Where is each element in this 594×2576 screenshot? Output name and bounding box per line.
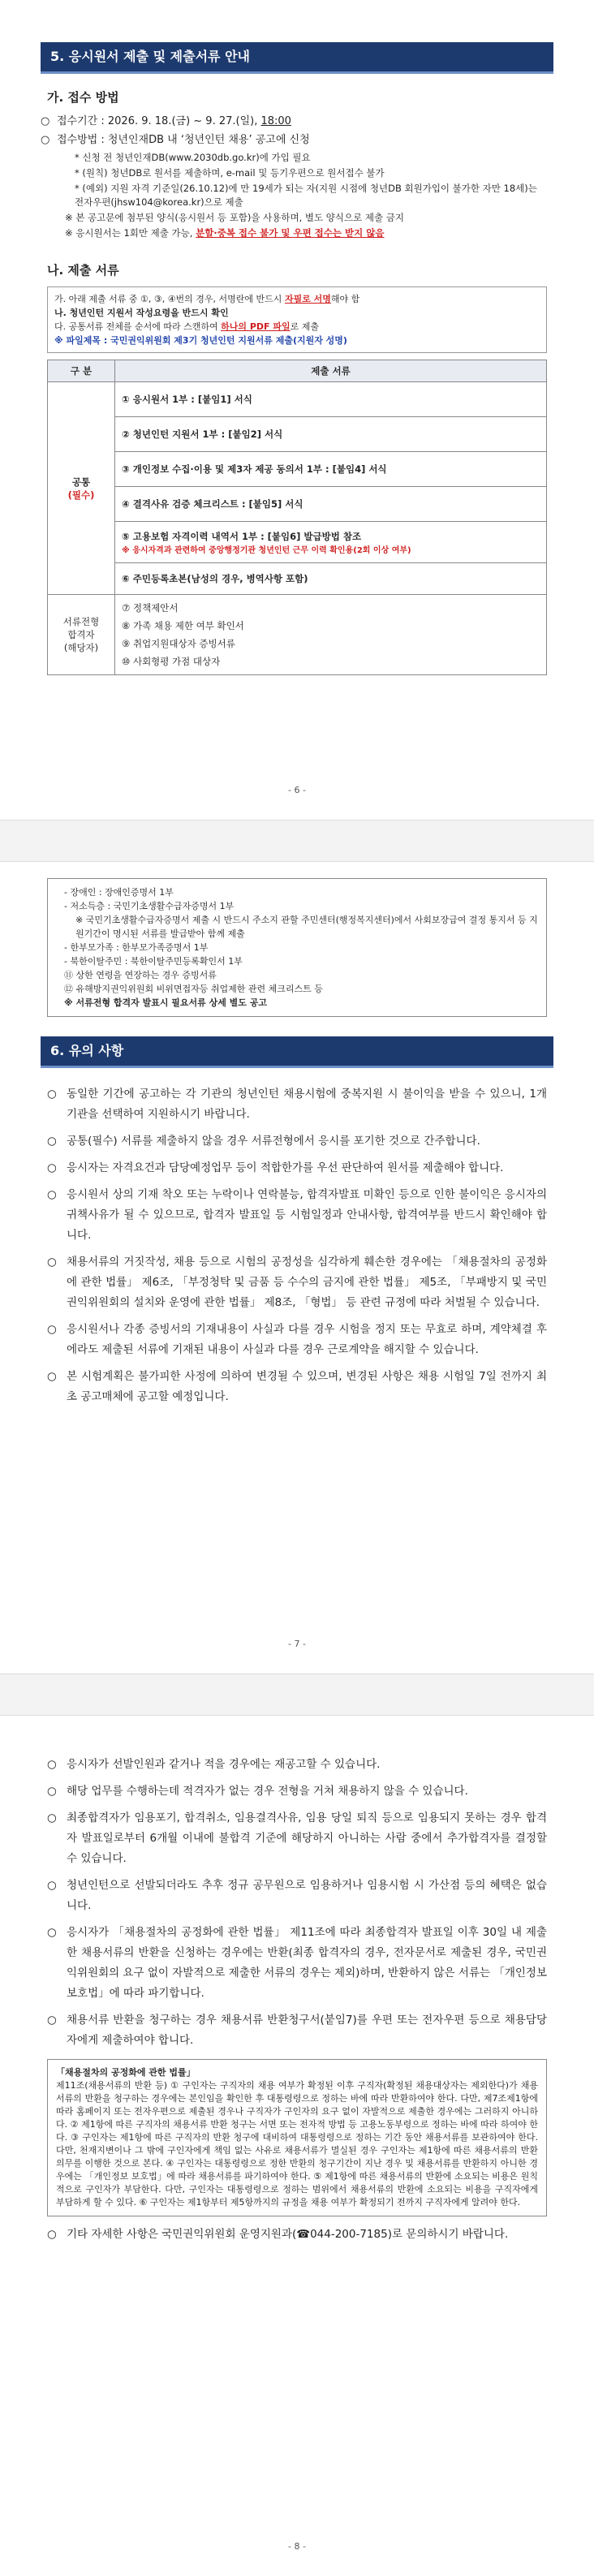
doc-item: ② 청년인턴 지원서 1부 : [붙임2] 서식: [115, 417, 547, 452]
page-7: [0, 862, 594, 1674]
page-gap: [0, 1674, 594, 1716]
sub-note: * (예외) 지원 자격 기준일(26.10.12)에 만 19세가 되는 자(지원 시점에 청년DB 회원가입이 불가한 자만 18세)는 전자우편(jhsw104@korea.kr)으로 제출: [75, 183, 537, 208]
notice-paragraph: ○ 해당 업무를 수행하는데 적격자가 없는 경우 전형을 거쳐 채용하지 않을 수 있습니다.: [67, 1781, 547, 1802]
category-common: 공통 (필수): [48, 382, 115, 595]
notice-paragraph: ○ 청년인턴으로 선발되더라도 추후 정규 공무원으로 임용하거나 임용시험 시 가산점 등의 혜택은 없습니다.: [67, 1876, 547, 1916]
doc-item: ⑥ 주민등록초본(남성의 경우, 병역사항 포함): [115, 563, 547, 595]
page-number: - 6 -: [288, 785, 306, 795]
notice-paragraph: ○ 응시자가 선발인원과 같거나 적을 경우에는 재공고할 수 있습니다.: [67, 1755, 547, 1775]
doc-item: ⑤ 고용보험 자격이력 내역서 1부 : [붙임6] 발급방법 참조 ※ 응시자격과 관련하여 중앙행정기관 청년인턴 근무 이력 확인용(2회 이상 여부): [115, 522, 547, 563]
method-line: ○ 접수방법 : 청년인재DB 내 ‘청년인턴 채용’ 공고에 신청: [57, 132, 547, 148]
documents-table: 구 분 제출 서류 공통 (필수) ① 응시원서 1부 : [붙임1] 서식 ② 청년인턴 지원서 1부 : [붙임2] 서식 ③ 개인정보 수집·이용 및 제3자 제공 동의서 1부 : [붙임4] 서식 ④ 결격사유 검증 체크리스트 : [붙임5] 서식 ⑤ 고용보험 자격이력 내역서 1부 : [붙임6] 발급방법 참조 ※ 응시자격과 관련하여 중앙행정기관 청년인턴 근무 이력 확인용(2회 이상 여부) ⑥ 주민등록초본(남성의 경우, 병역사항 포함) 서류전형 합격자 (해당자) ⑦ 정책제안서 ⑧ 가족 채용 제한 여부 확인서 ⑨ 취업지원대상자 증빙서류 ⑩ 사회형평 가점 대상자: [47, 360, 547, 675]
sub-note: ※ 응시원서는 1회만 제출 가능, 분할·중복 접수 불가 및 우편 접수는 받지 않음: [65, 227, 385, 239]
notice-paragraph: ○ 본 시험계획은 불가피한 사정에 의하여 변경될 수 있으며, 변경된 사항은 채용 시험일 7일 전까지 최초 공고매체에 공고할 예정입니다.: [67, 1367, 547, 1407]
period-line: ○ 접수기간 : 2026. 9. 18.(금) ~ 9. 27.(일), 18:00: [57, 114, 547, 129]
page-8: [0, 1716, 594, 2576]
continuation-box: - 장애인 : 장애인증명서 1부 - 저소득층 : 국민기초생활수급자증명서 1부 ※ 국민기초생활수급자증명서 제출 시 반드시 주소지 관할 주민센터(행정복지센터)에서 사회보장급여 결정 통지서 등 지원기간이 명시된 서류를 발급받아 함께 제출 - 한부모가족 : 한부모가족증명서 1부 - 북한이탈주민 : 북한이탈주민등록확인서 1부 ⑪ 상한 연령을 연장하는 경우 증빙서류 ⑫ 유해방지권익위원회 비위면접자등 취업제한 관련 체크리스트 등 ※ 서류전형 합격자 발표시 필요서류 상세 별도 공고: [47, 878, 547, 1017]
doc-item: ④ 결격사유 검증 체크리스트 : [붙임5] 서식: [115, 487, 547, 522]
contact-paragraph: ○ 기타 자세한 사항은 국민권익위원회 운영지원과(☎044-200-7185)로 문의하시기 바랍니다.: [67, 2225, 547, 2245]
notice-paragraph: ○ 응시원서나 각종 증빙서의 기재내용이 사실과 다를 경우 시험을 정지 또는 무효로 하며, 계약체결 후에라도 제출된 서류에 기재된 내용이 사실과 다를 경우 근로계약을 해지할 수 있습니다.: [67, 1320, 547, 1360]
notice-paragraph: ○ 응시자는 자격요건과 담당예정업무 등이 적합한가를 우선 판단하여 원서를 제출해야 합니다.: [67, 1158, 547, 1178]
notice-paragraph: ○ 채용서류 반환을 청구하는 경우 채용서류 반환청구서(붙임7)를 우편 또는 전자우편 등으로 채용담당자에게 제출하여야 합니다.: [67, 2010, 547, 2051]
subsection-a-title: 가. 접수 방법: [47, 90, 119, 105]
section-6-title: 6. 유의 사항: [41, 1036, 553, 1068]
subsection-b-title: 나. 제출 서류: [47, 263, 119, 278]
notice-paragraph: ○ 응시원서 상의 기재 착오 또는 누락이나 연락불능, 합격자발표 미확인 등으로 인한 불이익은 응시자의 귀책사유가 될 수 있으므로, 합격자 발표일 등 시험일정과 안내사항, 합격여부를 반드시 확인해야 합니다.: [67, 1185, 547, 1246]
page-number: - 7 -: [288, 1639, 306, 1649]
sub-note: * 신청 전 청년인재DB(www.2030db.go.kr)에 가입 필요: [75, 152, 311, 163]
notice-paragraph: ○ 최종합격자가 임용포기, 합격취소, 임용결격사유, 임용 당일 퇴직 등으로 임용되지 못하는 경우 합격자 발표일로부터 6개월 이내에 불합격 기준에 해당하지 아니하는 사람 중에서 추가합격자를 결정할 수 있습니다.: [67, 1808, 547, 1869]
instruction-box: 가. 아래 제출 서류 중 ①, ③, ④번의 경우, 서명란에 반드시 자필로 서명해야 함 나. 청년인턴 지원서 작성요령을 반드시 확인 다. 공통서류 전체를 순서에 따라 스캔하여 하나의 PDF 파일로 제출 ※ 파일제목 : 국민권익위원회 제3기 청년인턴 지원서류 제출(지원자 성명): [47, 286, 547, 353]
sub-note: * (원칙) 청년DB로 원서를 제출하며, e-mail 및 등기우편으로 원서접수 불가: [75, 167, 385, 179]
notice-paragraph: ○ 응시자가 「채용절차의 공정화에 관한 법률」 제11조에 따라 최종합격자 발표일 이후 30일 내 제출한 채용서류의 반환을 신청하는 경우에는 반환(최종 합격자의 경우, 전자문서로 제출된 경우, 국민권익위원회의 요구 없이 자발적으로 제출한 서류의 경우는 제외)하며, 반환하지 않은 서류는 「개인정보 보호법」에 따라 파기합니다.: [67, 1923, 547, 2004]
page-number: - 8 -: [288, 2541, 306, 2552]
notice-paragraph: ○ 동일한 기간에 공고하는 각 기관의 청년인턴 채용시험에 중복지원 시 불이익을 받을 수 있으니, 1개 기관을 선택하여 지원하시기 바랍니다.: [67, 1084, 547, 1125]
notice-paragraph: ○ 공통(필수) 서류를 제출하지 않을 경우 서류전형에서 응시를 포기한 것으로 간주합니다.: [67, 1131, 547, 1152]
category-doc-passers: 서류전형 합격자 (해당자): [48, 595, 115, 675]
doc-item-group: ⑦ 정책제안서 ⑧ 가족 채용 제한 여부 확인서 ⑨ 취업지원대상자 증빙서류 ⑩ 사회형평 가점 대상자: [115, 595, 547, 675]
notice-paragraph: ○ 채용서류의 거짓작성, 채용 등으로 시험의 공정성을 심각하게 훼손한 경우에는 「채용절차의 공정화에 관한 법률」 제6조, 「부정청탁 및 금품 등 수수의 금지에 관한 법률」 제5조, 「부패방지 및 국민권익위원회의 설치와 운영에 관한 법률」 제8조, 「형법」 등 관련 규정에 따라 처벌될 수 있습니다.: [67, 1252, 547, 1313]
page-gap: [0, 820, 594, 862]
doc-item: ③ 개인정보 수집·이용 및 제3자 제공 동의서 1부 : [붙임4] 서식: [115, 452, 547, 487]
doc-item: ① 응시원서 1부 : [붙임1] 서식: [115, 382, 547, 417]
page-6: [0, 0, 594, 820]
law-excerpt-box: 「채용절차의 공정화에 관한 법률」 제11조(채용서류의 반환 등) ① 구인자는 구직자의 채용 여부가 확정된 이후 구직자(확정된 채용대상자는 제외한다)가 채용서류의 반환을 청구하는 경우에는 본인임을 확인한 후 대통령령으로 정하는 바에 따라 반환하여야 한다. 다만, 제7조제1항에 따라 홈페이지 또는 전자우편으로 제출된 경우나 구직자가 구인자의 요구 없이 자발적으로 제출한 경우에는 그러하지 아니하다. ② 제1항에 따른 구직자의 채용서류 반환 청구는 서면 또는 전자적 방법 등 고용노동부령으로 정하는 바에 따라 하여야 한다. ③ 구인자는 제1항에 따른 구직자의 반환 청구에 대비하여 대통령령으로 정하는 기간 동안 채용서류를 보관하여야 한다. 다만, 천재지변이나 그 밖에 구인자에게 책임 없는 사유로 채용서류가 멸실된 경우 구인자는 제1항에 따른 채용서류의 반환 의무를 이행한 것으로 본다. ④ 구인자는 대통령령으로 정한 반환의 청구기간이 지난 경우 및 채용서류를 반환하지 아니한 경우에는 「개인정보 보호법」에 따라 채용서류를 파기하여야 한다. ⑤ 제1항에 따른 채용서류의 반환에 소요되는 비용은 원칙적으로 구인자가 부담한다. 다만, 구인자는 대통령령으로 정하는 범위에서 채용서류의 반환에 소요되는 비용을 구직자에게 부담하게 할 수 있다. ⑥ 구인자는 제1항부터 제5항까지의 규정을 채용 여부가 확정되기 전까지 구직자에게 알려야 한다.: [47, 2059, 547, 2216]
section-5-title: 5. 응시원서 제출 및 제출서류 안내: [41, 42, 553, 74]
sub-note: ※ 본 공고문에 첨부된 양식(응시원서 등 포함)을 사용하며, 별도 양식으로 제출 금지: [65, 212, 404, 223]
